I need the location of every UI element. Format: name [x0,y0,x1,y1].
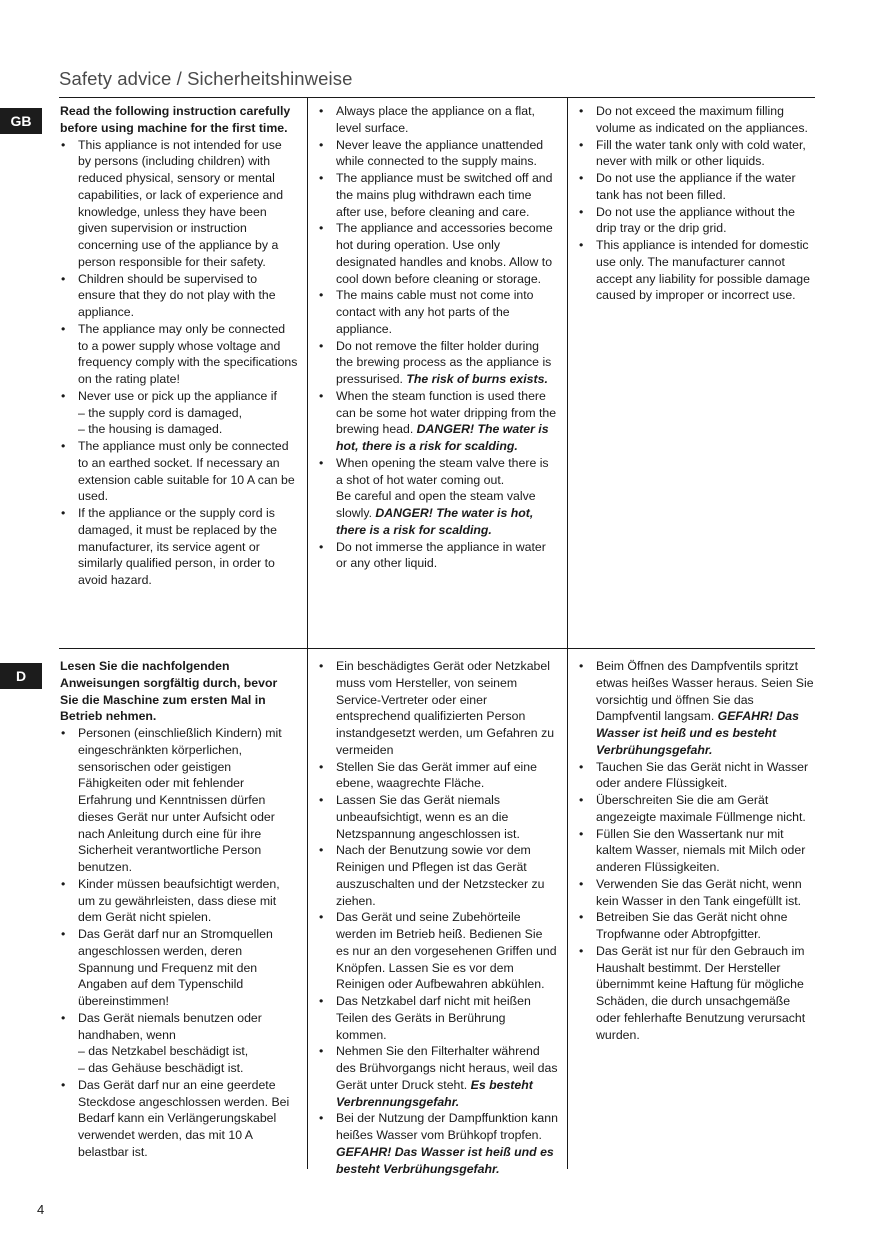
list-item [60,438,298,505]
item-text: Lassen Sie das Gerät niemals unbeaufsichtigt, wenn es an die Netzspannung angeschlossen ist. [336,793,520,841]
item-text: Do not exceed the maximum filling volume as indicated on the appliances. [596,104,808,135]
list-item [578,658,818,759]
item-text: Fill the water tank only with cold water, never with milk or other liquids. [596,137,806,169]
page-number: 4 [37,1202,45,1217]
item-text: The appliance may only be connected to a power supply whose voltage and frequency comply with the specifications on the rating plate! [78,321,298,386]
item-text: Nach der Benutzung sowie vor dem Reinigen und Pflegen ist das Gerät auszuschalten und der Netzstecker zu ziehen. [336,843,545,908]
item-text: Das Gerät ist nur für den Gebrauch im Haushalt bestimmt. Der Hersteller übernimmt keine Haftung für mögliche Schäden, die durch unsachgemäße oder fehlerhafte Benutzung verursacht wurden. [596,943,806,1042]
list-item [318,388,558,455]
list-item [60,505,298,589]
item-text: Überschreiten Sie die am Gerät angezeigte maximale Füllmenge nicht. [596,793,806,824]
item-text: Do not use the appliance without the drip tray or the drip grid. [596,204,795,236]
language-tab-d: D [0,663,42,689]
d-list-2 [318,658,558,1177]
item-text: Das Netzkabel darf nicht mit heißen Teilen des Geräts in Berührung kommen. [336,994,531,1042]
list-item [578,909,818,943]
list-item [318,220,558,287]
gb-column-1 [60,103,298,589]
item-text: Stellen Sie das Gerät immer auf eine ebene, waagrechte Fläche. [336,759,537,791]
warning-text: GEFAHR! Das Wasser ist heiß und es besteht Verbrühungsgefahr. [596,709,799,757]
gb-column-3 [578,103,818,304]
list-item [318,658,558,759]
list-item [60,725,298,876]
item-text: Tauchen Sie das Gerät nicht in Wasser oder andere Flüssigkeit. [596,759,809,791]
item-text: Das Gerät darf nur an eine geerdete Steckdose angeschlossen werden. Bei Bedarf kann ein Verlängerungskabel verwendet werden, das mit 10 A belastbar ist. [78,1077,290,1159]
list-item [578,137,818,171]
list-item [318,338,558,388]
list-item [578,792,818,826]
item-text: Children should be supervised to ensure that they do not play with the appliance. [78,271,276,319]
item-text: Do not use the appliance if the water tank has not been filled. [596,171,796,202]
list-item [318,103,558,137]
d-list-3 [578,658,818,1043]
column-divider [307,98,308,648]
list-item [578,204,818,238]
warning-text: Es besteht Verbrennungsgefahr. [336,1077,533,1109]
warning-text: GEFAHR! Das Wasser ist heiß und es besteht Verbrühungsgefahr. [336,1144,554,1176]
list-item [318,792,558,842]
list-item [60,271,298,321]
list-item [60,1010,298,1077]
list-item [60,137,298,271]
item-text: The appliance must only be connected to an earthed socket. If necessary an extension cable suitable for 10 A can be used. [78,439,295,504]
list-item [578,876,818,910]
warning-text: The risk of burns exists. [406,372,548,386]
gb-column-2 [318,103,558,572]
list-item [318,539,558,573]
list-item [60,926,298,1010]
column-divider [307,649,308,1169]
list-item [578,759,818,793]
list-item [318,1110,558,1177]
list-item [578,826,818,876]
item-text: Betreiben Sie das Gerät nicht ohne Tropfwanne oder Abtropfgitter. [596,910,788,941]
gb-list-1 [60,137,298,589]
list-item [60,388,298,438]
list-item [318,993,558,1043]
item-text: Do not immerse the appliance in water or any other liquid. [336,539,546,571]
list-item [318,909,558,993]
item-text: Kinder müssen beaufsichtigt werden, um zu gewährleisten, dass diese mit dem Gerät nicht spielen. [78,876,280,925]
item-text: Do not remove the filter holder during the brewing process as the appliance is pressurised. [336,338,552,386]
item-text: If the appliance or the supply cord is damaged, it must be replaced by the manufacturer, its service agent or similarly qualified person, in order to avoid hazard. [78,506,277,587]
d-column-2 [318,658,558,1177]
list-item [60,1077,298,1161]
item-text: This appliance is intended for domestic use only. The manufacturer cannot accept any liability for possible damage caused by improper or incorrect use. [596,238,810,303]
item-text: Verwenden Sie das Gerät nicht, wenn kein Wasser in den Tank eingefüllt ist. [596,876,802,908]
list-item [60,876,298,926]
item-text: Always place the appliance on a flat, level surface. [336,104,535,135]
section-divider [59,648,815,649]
item-text: Personen (einschließlich Kindern) mit eingeschränkten körperlichen, sensorischen oder geistigen Fähigkeiten oder mit fehlender Erfahrung und Kenntnissen dürfen dieses Gerät nur unter Aufsicht oder nach Anleitung durch eine für ihre Sicherheit verantwortliche Person benutzen. [78,726,282,874]
item-text: This appliance is not intended for use by persons (including children) with reduced physical, sensory or mental capabilities, or lack of experience and knowledge, unless they have been given supervision or instruction concerning use of the appliance by a person responsible for their safety. [78,137,284,269]
d-intro: Lesen Sie die nachfolgenden Anweisungen sorgfältig durch, bevor Sie die Maschine zum ersten Mal in Betrieb nehmen. [60,659,278,724]
title-divider [59,97,815,98]
list-item [578,237,818,304]
d-list-1 [60,725,298,1161]
list-item [578,103,818,137]
item-text: Das Gerät und seine Zubehörteile werden im Betrieb heiß. Bedienen Sie es nur an den vorgesehenen Griffen und Knöpfen. Lassen Sie es vor dem Reinigen oder Aufbewahren abkühlen. [336,910,557,992]
item-text: Nehmen Sie den Filterhalter während des Brühvorgangs nicht heraus, weil das Gerät unter Druck steht. [336,1044,558,1092]
d-column-3 [578,658,818,1043]
list-item [578,943,818,1044]
list-item [60,321,298,388]
warning-text: DANGER! The water is hot, there is a risk for scalding. [336,422,549,453]
item-text: Never use or pick up the appliance if – the supply cord is damaged, – the housing is damaged. [78,388,277,437]
item-text: Beim Öffnen des Dampfventils spritzt etwas heißes Wasser heraus. Seien Sie vorsichtig und öffnen Sie das Dampfventil langsam. [596,659,814,724]
language-tab-gb: GB [0,108,42,134]
column-divider [567,98,568,648]
column-divider [567,649,568,1169]
gb-intro: Read the following instruction carefully before using machine for the first time. [60,104,291,135]
item-text: Bei der Nutzung der Dampffunktion kann heißes Wasser vom Brühkopf tropfen. [336,1111,558,1142]
item-text: Ein beschädigtes Gerät oder Netzkabel muss vom Hersteller, von seinem Service-Vertreter oder einer entsprechend qualifizierten Person instandgesetzt werden, um Gefahren zu vermeiden [336,659,555,757]
list-item [318,455,558,539]
list-item [318,287,558,337]
list-item [318,170,558,220]
item-text: Das Gerät darf nur an Stromquellen angeschlossen werden, deren Spannung und Frequenz mit den Angaben auf dem Typenschild übereinstimmen! [78,927,273,1008]
warning-text: DANGER! The water is hot, there is a risk for scalding. [336,506,534,537]
list-item [318,137,558,171]
item-text: When opening the steam valve there is a shot of hot water coming out. Be careful and open the steam valve slowly. [336,455,549,520]
list-item [318,1043,558,1110]
item-text: Das Gerät niemals benutzen oder handhaben, wenn – das Netzkabel beschädigt ist, – das Gehäuse beschädigt ist. [78,1010,262,1075]
item-text: The mains cable must not come into contact with any hot parts of the appliance. [336,288,534,336]
item-text: When the steam function is used there can be some hot water dripping from the brewing head. [336,388,557,437]
list-item [318,842,558,909]
page-title: Safety advice / Sicherheitshinweise [59,68,353,89]
item-text: Füllen Sie den Wassertank nur mit kaltem Wasser, niemals mit Milch oder anderen Flüssigkeiten. [596,826,806,874]
list-item [578,170,818,204]
item-text: The appliance must be switched off and the mains plug withdrawn each time after use, before cleaning and care. [336,171,553,219]
gb-list-2 [318,103,558,572]
d-column-1 [60,658,298,1161]
gb-list-3 [578,103,818,304]
list-item [318,759,558,793]
item-text: The appliance and accessories become hot during operation. Use only designated handles and knobs. Allow to cool down before cleaning or storage. [336,221,553,286]
item-text: Never leave the appliance unattended while connected to the supply mains. [336,137,544,169]
